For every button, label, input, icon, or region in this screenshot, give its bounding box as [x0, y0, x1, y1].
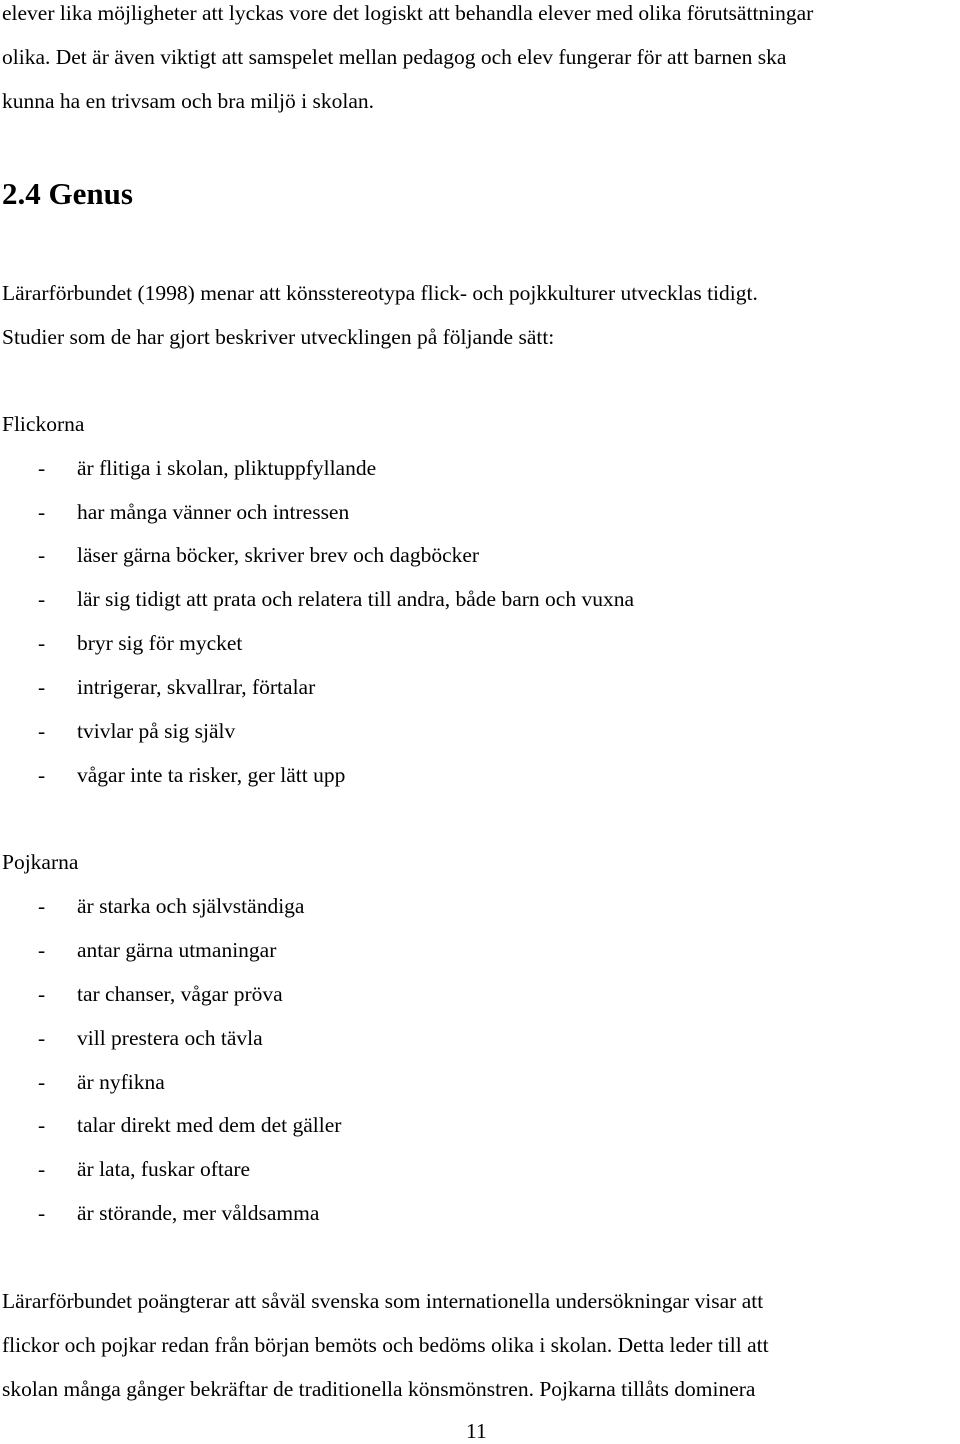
list-item-text: vill prestera och tävla: [77, 1026, 263, 1050]
boys-list-item: [0, 981, 900, 1007]
list-dash: -: [38, 894, 46, 918]
girls-list-item: [0, 455, 900, 481]
girls-list-item: [0, 718, 900, 744]
list-item-text: har många vänner och intressen: [77, 500, 350, 524]
list-item-text: är starka och självständiga: [77, 894, 305, 918]
intro-line-3: kunna ha en trivsam och bra miljö i skolan.: [2, 89, 374, 113]
list-dash: -: [38, 1157, 46, 1181]
list-item-text: lär sig tidigt att prata och relatera till andra, både barn och vuxna: [77, 587, 634, 611]
girls-list-item: [0, 499, 900, 525]
boys-list-item: [0, 1025, 900, 1051]
list-dash: -: [38, 938, 46, 962]
paragraph-line-2: Studier som de har gjort beskriver utvecklingen på följande sätt:: [2, 325, 555, 349]
girls-list-label: Flickorna: [2, 412, 85, 436]
boys-list-label: Pojkarna: [2, 850, 79, 874]
list-item-text: talar direkt med dem det gäller: [77, 1113, 342, 1137]
closing-line-2: flickor och pojkar redan från början bemöts och bedöms olika i skolan. Detta leder till att: [2, 1333, 769, 1357]
boys-list-item: [0, 893, 900, 919]
girls-list-item: [0, 674, 900, 700]
list-dash: -: [38, 631, 46, 655]
list-item-text: är störande, mer våldsamma: [77, 1201, 320, 1225]
paragraph-line-1: Lärarförbundet (1998) menar att könsstereotypa flick- och pojkkulturer utvecklas tidigt.: [2, 281, 758, 305]
girls-list-item: [0, 542, 900, 568]
boys-list-item: [0, 1069, 900, 1095]
girls-list-item: [0, 762, 900, 788]
closing-line-1: Lärarförbundet poängterar att såväl svenska som internationella undersökningar visar att: [2, 1289, 764, 1313]
intro-line-1: elever lika möjligheter att lyckas vore det logiskt att behandla elever med olika förutsättningar: [2, 1, 814, 25]
list-dash: -: [38, 719, 46, 743]
list-dash: -: [38, 1201, 46, 1225]
list-dash: -: [38, 1026, 46, 1050]
list-dash: -: [38, 500, 46, 524]
boys-list-item: [0, 1156, 900, 1182]
boys-list-item: [0, 1200, 900, 1226]
list-dash: -: [38, 456, 46, 480]
list-dash: -: [38, 982, 46, 1006]
girls-list-item: [0, 630, 900, 656]
boys-list-item: [0, 937, 900, 963]
boys-list-item: [0, 1112, 900, 1138]
list-item-text: vågar inte ta risker, ger lätt upp: [77, 763, 346, 787]
list-item-text: läser gärna böcker, skriver brev och dagböcker: [77, 543, 480, 567]
list-item-text: intrigerar, skvallrar, förtalar: [77, 675, 316, 699]
list-dash: -: [38, 675, 46, 699]
list-dash: -: [38, 1113, 46, 1137]
list-dash: -: [38, 763, 46, 787]
page-number: 11: [466, 1419, 487, 1443]
list-item-text: antar gärna utmaningar: [77, 938, 277, 962]
intro-line-2: olika. Det är även viktigt att samspelet mellan pedagog och elev fungerar för att barnen ska: [2, 45, 787, 69]
list-item-text: är lata, fuskar oftare: [77, 1157, 251, 1181]
section-heading: 2.4 Genus: [2, 176, 133, 211]
list-item-text: är flitiga i skolan, pliktuppfyllande: [77, 456, 377, 480]
girls-list-item: [0, 586, 900, 612]
list-item-text: bryr sig för mycket: [77, 631, 243, 655]
closing-line-3: skolan många gånger bekräftar de traditionella könsmönstren. Pojkarna tillåts dominera: [2, 1377, 756, 1401]
list-item-text: är nyfikna: [77, 1070, 165, 1094]
list-dash: -: [38, 1070, 46, 1094]
list-dash: -: [38, 543, 46, 567]
list-dash: -: [38, 587, 46, 611]
list-item-text: tar chanser, vågar pröva: [77, 982, 283, 1006]
list-item-text: tvivlar på sig själv: [77, 719, 236, 743]
